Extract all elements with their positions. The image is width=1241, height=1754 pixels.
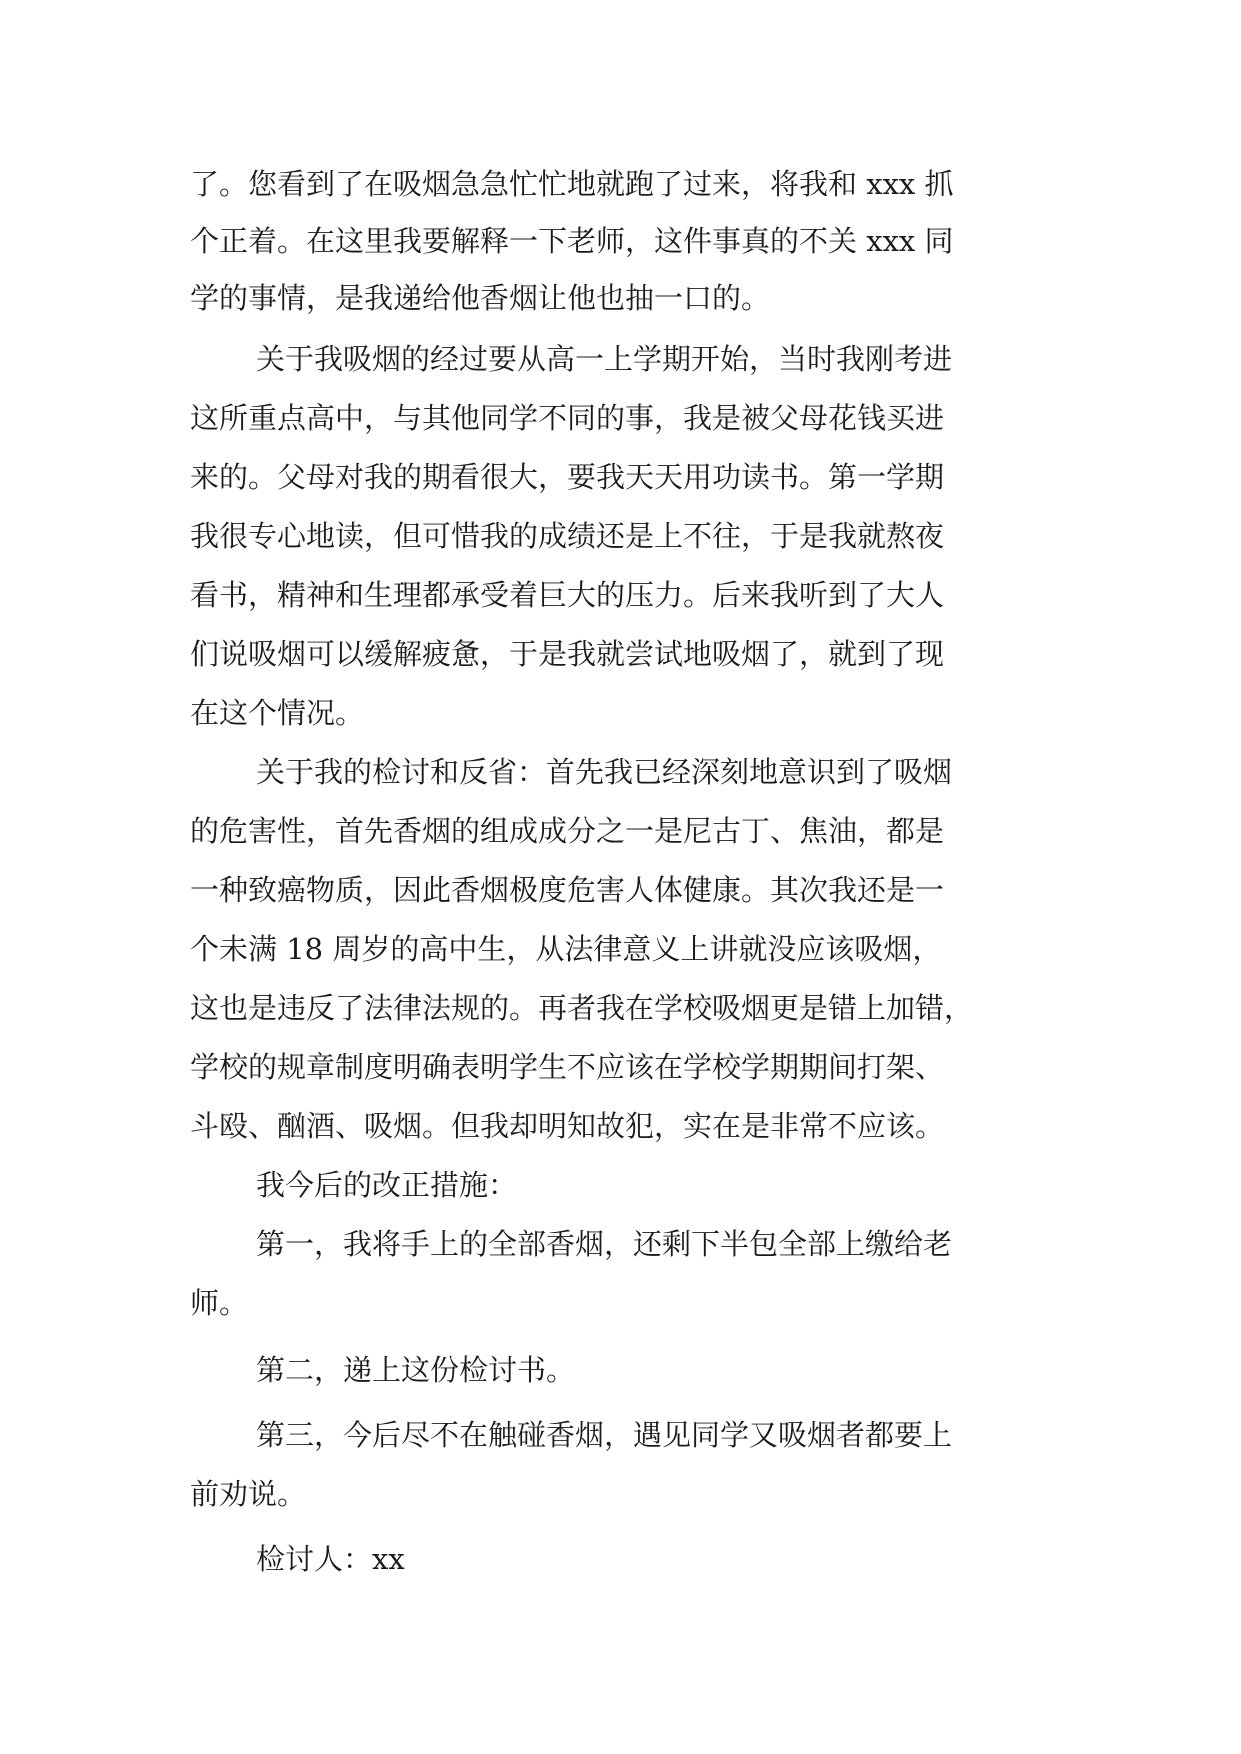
line-text: 第三，今后尽不在触碰香烟，遇见同学又吸烟者都要上 [256, 1418, 953, 1452]
text-line [0, 1340, 1241, 1400]
line-text: 师。 [190, 1286, 249, 1320]
text-line [0, 683, 1241, 743]
line-text: 关于我的检讨和反省：首先我已经深刻地意识到了吸烟 [256, 755, 953, 789]
line-text: 关于我吸烟的经过要从高一上学期开始，当时我刚考进 [256, 342, 953, 376]
line-text: 一种致癌物质，因此香烟极度危害人体健康。其次我还是一 [190, 873, 945, 907]
text-line [0, 211, 1241, 271]
text-line [0, 1273, 1241, 1333]
line-text: 个正着。在这里我要解释一下老师，这件事真的不关 xxx 同 [190, 224, 954, 258]
text-line [0, 268, 1241, 328]
line-text: 个未满 18 周岁的高中生，从法律意义上讲就没应该吸烟， [190, 932, 942, 966]
text-line [0, 1037, 1241, 1097]
line-text: 们说吸烟可以缓解疲惫，于是我就尝试地吸烟了，就到了现 [190, 637, 945, 671]
text-line [0, 447, 1241, 507]
line-text: 这也是违反了法律法规的。再者我在学校吸烟更是错上加错， [190, 991, 974, 1025]
line-text: 的危害性，首先香烟的组成成分之一是尼古丁、焦油，都是 [190, 814, 945, 848]
text-line [0, 1529, 1241, 1589]
text-line [0, 1405, 1241, 1465]
line-text: 检讨人：xx [256, 1542, 405, 1576]
line-text: 看书，精神和生理都承受着巨大的压力。后来我听到了大人 [190, 578, 945, 612]
text-line [0, 919, 1241, 979]
text-line [0, 506, 1241, 566]
text-line [0, 154, 1241, 214]
line-text: 来的。父母对我的期看很大，要我天天用功读书。第一学期 [190, 460, 945, 494]
line-text: 了。您看到了在吸烟急急忙忙地就跑了过来，将我和 xxx 抓 [190, 167, 954, 201]
text-line [0, 565, 1241, 625]
line-text: 学校的规章制度明确表明学生不应该在学校学期期间打架、 [190, 1050, 945, 1084]
text-line [0, 801, 1241, 861]
text-line [0, 860, 1241, 920]
line-text: 我很专心地读，但可惜我的成绩还是上不往，于是我就熬夜 [190, 519, 945, 553]
text-line [0, 1214, 1241, 1274]
line-text: 学的事情，是我递给他香烟让他也抽一口的。 [190, 281, 771, 315]
line-text: 第二，递上这份检讨书。 [256, 1353, 576, 1387]
line-text: 在这个情况。 [190, 696, 365, 730]
text-line [0, 624, 1241, 684]
text-line [0, 1096, 1241, 1156]
text-line [0, 388, 1241, 448]
text-line [0, 1464, 1241, 1524]
text-line [0, 329, 1241, 389]
text-line [0, 978, 1241, 1038]
line-text: 斗殴、酗酒、吸烟。但我却明知故犯，实在是非常不应该。 [190, 1109, 945, 1143]
line-text: 前劝说。 [190, 1477, 307, 1511]
text-line [0, 1155, 1241, 1215]
line-text: 第一，我将手上的全部香烟，还剩下半包全部上缴给老 [256, 1227, 953, 1261]
text-line [0, 742, 1241, 802]
line-text: 我今后的改正措施： [256, 1168, 518, 1202]
line-text: 这所重点高中，与其他同学不同的事，我是被父母花钱买进 [190, 401, 945, 435]
